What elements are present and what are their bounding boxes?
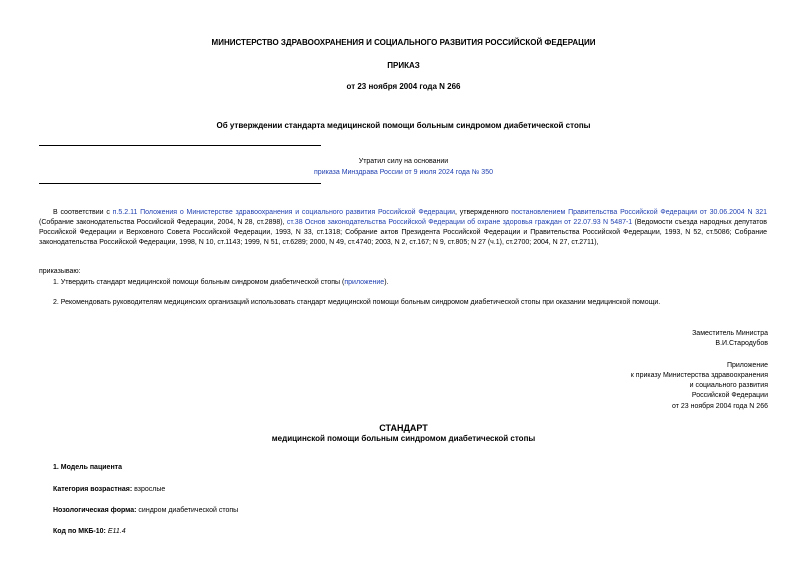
appendix-note-line-5: от 23 ноября 2004 года N 266 xyxy=(672,402,768,410)
appendix-note-line-4: Российской Федерации xyxy=(691,392,768,400)
order-item-1-end: ). xyxy=(384,279,389,286)
preamble-text-end: (Ведомости съезда народных депутатов Российской Федерации и Верховного Совета Российской Федерации, 1993, N 33, ст.1318; Собрание актов Президента Российской Федерации и Правительства Российской Федерации, 1993, N 52, ст.5086; Собрание законодательства Российской Федерации, 1998, N 10, ст.1143; 1999, N 51, ст.6289; 2000, N 49, ст.4740; 2003, N 2, ст.167; N 9, ст.805; N 27 (ч.1), ст.2700; 2004, N 27, ст.2711), xyxy=(39,219,767,247)
mkb-code-row xyxy=(53,527,126,537)
order-item-1 xyxy=(53,278,388,288)
divider-top xyxy=(39,145,321,146)
doc-title: Об утверждении стандарта медицинской помощи больным синдромом диабетической стопы xyxy=(216,121,591,130)
invalid-notice-text: Утратил силу на основании xyxy=(358,158,449,165)
appendix-note-line-1: Приложение xyxy=(726,362,768,369)
nosological-form-row xyxy=(53,506,238,516)
divider-bottom xyxy=(39,183,321,184)
nosological-form-value: синдром диабетической стопы xyxy=(136,507,239,514)
doc-date-number: от 23 ноября 2004 года N 266 xyxy=(346,82,461,91)
signature-name: В.И.Стародубов xyxy=(715,340,768,348)
standard-subtitle: медицинской помощи больным синдромом диабетической стопы xyxy=(271,434,536,443)
doc-type-heading: ПРИКАЗ xyxy=(387,61,420,70)
order-word: приказываю: xyxy=(39,268,81,275)
section-patient-model: 1. Модель пациента xyxy=(53,464,122,471)
appendix-note xyxy=(631,361,768,412)
standard-title: СТАНДАРТ xyxy=(379,423,428,433)
appendix-note-line-3: и социального развития xyxy=(689,382,768,390)
signature-block xyxy=(692,329,768,349)
invalid-notice-link[interactable]: приказа Минздрава России от 9 июля 2024 года № 350 xyxy=(314,169,493,176)
preamble-text-mid2: (Собрание законодательства Российской Федерации, 2004, N 28, ст.2898), xyxy=(39,219,287,227)
age-category-label: Категория возрастная: xyxy=(53,486,133,493)
preamble-paragraph xyxy=(39,208,767,249)
age-category-row xyxy=(53,485,165,495)
mkb-code-value: E11.4 xyxy=(105,528,126,535)
appendix-note-line-2: к приказу Министерства здравоохранения xyxy=(630,372,768,380)
order-item-2: 2. Рекомендовать руководителям медицинских организаций использовать стандарт медицинской помощи больным синдромом диабетической стопы при оказании медицинской помощи. xyxy=(53,299,661,306)
age-category-value: взрослые xyxy=(132,486,166,493)
order-item-1-text: 1. Утвердить стандарт медицинской помощи больным синдромом диабетической стопы ( xyxy=(53,279,345,286)
preamble-link-resolution[interactable]: постановлением Правительства Российской Федерации от 30.06.2004 N 321 xyxy=(511,209,767,216)
preamble-link-regulation[interactable]: п.5.2.11 Положения о Министерстве здравоохранения и социального развития Российской Федерации xyxy=(112,209,456,216)
appendix-link[interactable]: приложение xyxy=(344,279,385,286)
nosological-form-label: Нозологическая форма: xyxy=(53,507,137,514)
mkb-code-label: Код по МКБ-10: xyxy=(53,528,106,535)
preamble-text-mid1: , утвержденного xyxy=(455,209,512,216)
preamble-text-start: В соответствии с xyxy=(53,209,113,216)
ministry-heading: МИНИСТЕРСТВО ЗДРАВООХРАНЕНИЯ И СОЦИАЛЬНОГО РАЗВИТИЯ РОССИЙСКОЙ ФЕДЕРАЦИИ xyxy=(211,38,596,47)
invalid-notice-link-wrap xyxy=(0,168,807,178)
signature-position: Заместитель Министра xyxy=(692,330,768,337)
preamble-link-law[interactable]: ст.38 Основ законодательства Российской Федерации об охране здоровья граждан от 22.07.93 N 5487-1 xyxy=(286,219,633,227)
